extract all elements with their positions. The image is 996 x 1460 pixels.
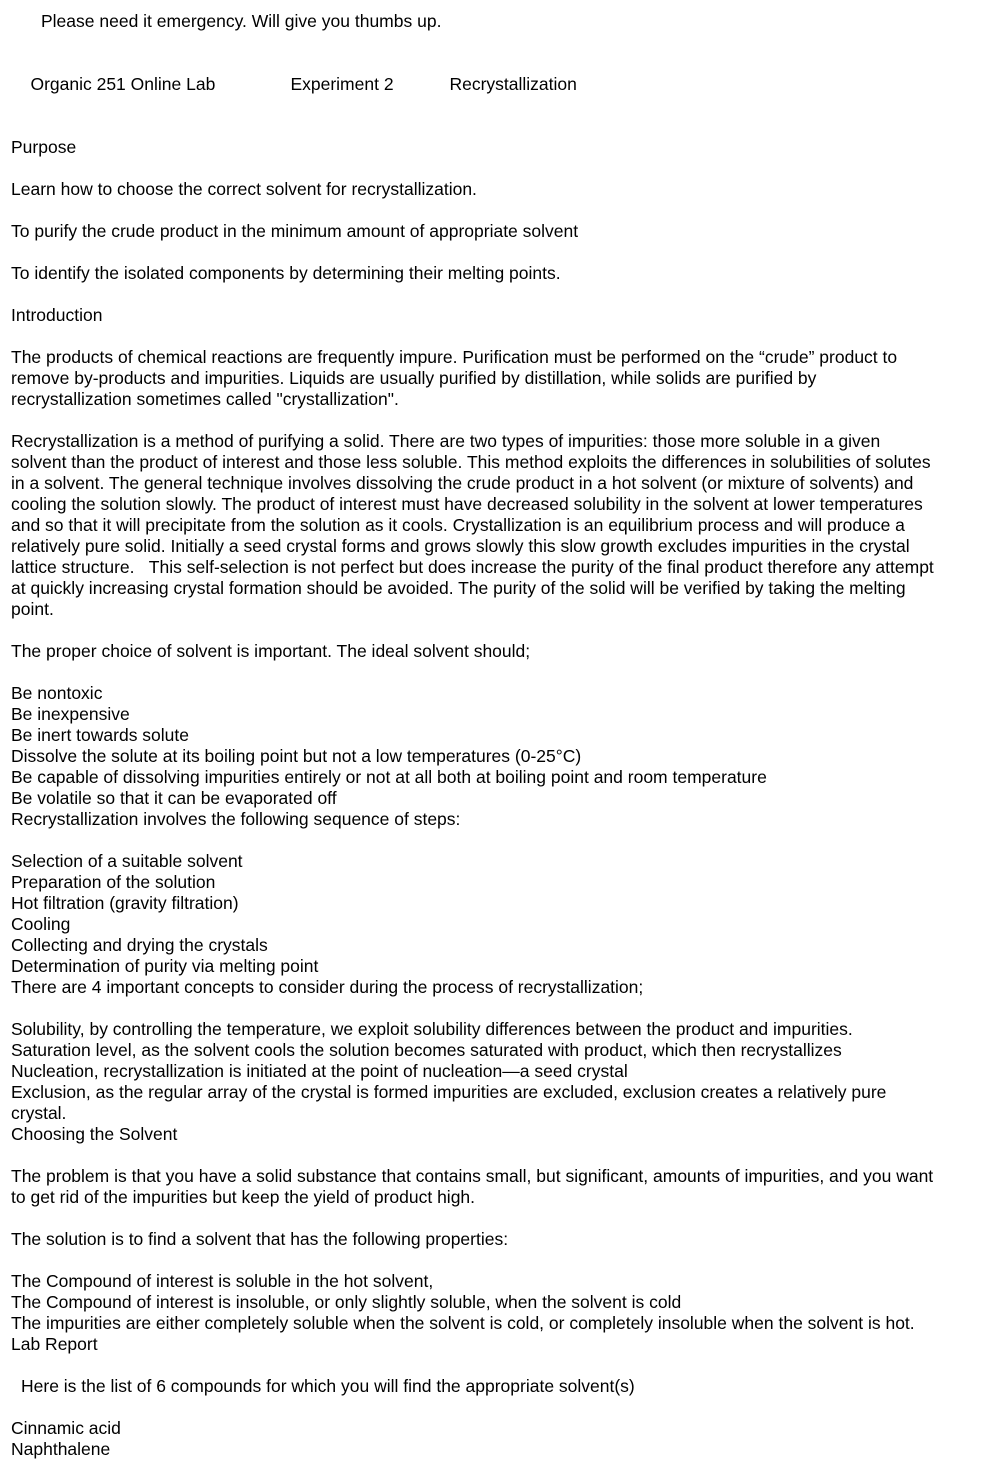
text-line: Recrystallization is a method of purifying a solid. There are two types of impurities: those more soluble in a given	[11, 431, 881, 451]
solvent-intro: The proper choice of solvent is important. The ideal solvent should;	[11, 641, 531, 661]
compounds-list	[11, 1418, 973, 1460]
list-item: The Compound of interest is insoluble, or only slightly soluble, when the solvent is cold	[11, 1292, 682, 1312]
problem-paragraph	[11, 1166, 973, 1208]
list-item: Be capable of dissolving impurities entirely or not at all both at boiling point and room temperature	[11, 767, 767, 787]
concepts-intro: There are 4 important concepts to consider during the process of recrystallization;	[11, 977, 644, 997]
purpose-heading: Purpose	[11, 137, 77, 157]
solvent-properties-list	[11, 683, 973, 809]
list-item: Be inexpensive	[11, 704, 130, 724]
choosing-solvent-heading: Choosing the Solvent	[11, 1124, 178, 1144]
list-item: crystal.	[11, 1103, 67, 1123]
list-item: Solubility, by controlling the temperature, we exploit solubility differences between the product and impurities.	[11, 1019, 853, 1039]
text-line: solvent than the product of interest and those less soluble. This method exploits the differences in solubilities of solutes	[11, 452, 931, 472]
text-line: in a solvent. The general technique involves dissolving the crude product in a hot solvent (or mixture of solvents) and	[11, 473, 914, 493]
list-item: Dissolve the solute at its boiling point but not a low temperatures (0-25°C)	[11, 746, 582, 766]
list-item: Cooling	[11, 914, 71, 934]
steps-list	[11, 851, 973, 977]
text-line: lattice structure. This self-selection is not perfect but does increase the purity of the final product therefore any attempt	[11, 557, 934, 577]
list-item: Exclusion, as the regular array of the crystal is formed impurities are excluded, exclusion creates a relatively pure	[11, 1082, 887, 1102]
text-line: at quickly increasing crystal formation should be avoided. The purity of the solid will be verified by taking the melting	[11, 578, 906, 598]
purpose-item: To identify the isolated components by determining their melting points.	[11, 263, 561, 283]
concepts-list	[11, 1019, 973, 1124]
list-item: Be volatile so that it can be evaporated off	[11, 788, 337, 808]
purpose-item: To purify the crude product in the minimum amount of appropriate solvent	[11, 221, 579, 241]
steps-intro: Recrystallization involves the following sequence of steps:	[11, 809, 461, 829]
solvent-criteria-list	[11, 1271, 973, 1334]
list-item: Determination of purity via melting point	[11, 956, 319, 976]
lab-report-heading: Lab Report	[11, 1334, 98, 1354]
list-item: Be inert towards solute	[11, 725, 190, 745]
text-line: remove by-products and impurities. Liquids are usually purified by distillation, while solids are purified by	[11, 368, 817, 388]
list-item: Naphthalene	[11, 1439, 111, 1459]
text-line: and so that it will precipitate from the solution as it cools. Crystallization is an equilibrium process and will produce a	[11, 515, 905, 535]
course-title: Organic 251 Online Lab	[30, 74, 216, 94]
list-item: Be nontoxic	[11, 683, 103, 703]
list-item: Nucleation, recrystallization is initiated at the point of nucleation—a seed crystal	[11, 1061, 628, 1081]
intro-paragraph-2	[11, 431, 973, 620]
request-note: Please need it emergency. Will give you thumbs up.	[41, 11, 442, 31]
introduction-heading: Introduction	[11, 305, 103, 325]
document-header	[11, 53, 973, 116]
text-line: cooling the solution slowly. The product of interest must have decreased solubility in the solvent at lower temperatures	[11, 494, 923, 514]
lab-report-intro: Here is the list of 6 compounds for which you will find the appropriate solvent(s)	[21, 1376, 635, 1396]
text-line: relatively pure solid. Initially a seed crystal forms and grows slowly this slow growth excludes impurities in the crystal	[11, 536, 910, 556]
purpose-item: Learn how to choose the correct solvent for recrystallization.	[11, 179, 477, 199]
list-item: Saturation level, as the solvent cools the solution becomes saturated with product, which then recrystallizes	[11, 1040, 842, 1060]
list-item: The impurities are either completely soluble when the solvent is cold, or completely insoluble when the solvent is hot.	[11, 1313, 915, 1333]
experiment-topic: Recrystallization	[449, 74, 577, 94]
intro-paragraph-1	[11, 347, 973, 410]
list-item: Selection of a suitable solvent	[11, 851, 243, 871]
solution-intro: The solution is to find a solvent that has the following properties:	[11, 1229, 509, 1249]
text-line: The problem is that you have a solid substance that contains small, but significant, amounts of impurities, and you want	[11, 1166, 934, 1186]
list-item: Hot filtration (gravity filtration)	[11, 893, 239, 913]
text-line: recrystallization sometimes called "crystallization".	[11, 389, 399, 409]
list-item: The Compound of interest is soluble in the hot solvent,	[11, 1271, 434, 1291]
experiment-number: Experiment 2	[290, 74, 394, 94]
text-line: to get rid of the impurities but keep the yield of product high.	[11, 1187, 476, 1207]
text-line: The products of chemical reactions are frequently impure. Purification must be performed on the “crude” product to	[11, 347, 898, 367]
list-item: Cinnamic acid	[11, 1418, 121, 1438]
list-item: Preparation of the solution	[11, 872, 216, 892]
text-line: point.	[11, 599, 54, 619]
list-item: Collecting and drying the crystals	[11, 935, 268, 955]
